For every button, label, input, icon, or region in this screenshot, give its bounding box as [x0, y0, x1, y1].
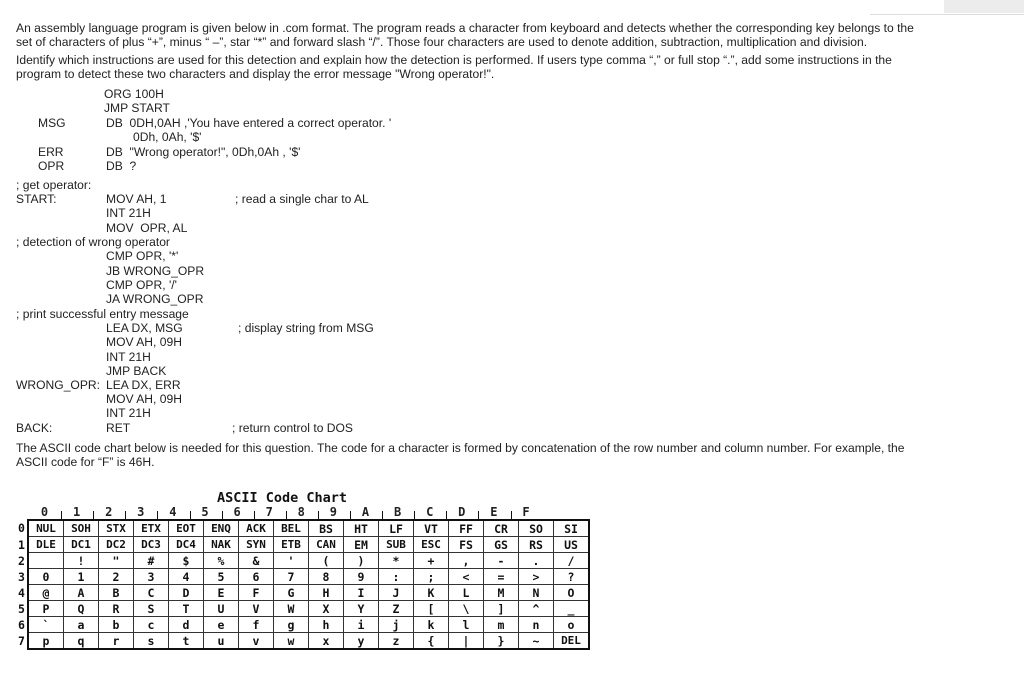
ascii-cell: I: [344, 585, 379, 601]
ascii-cell: &: [239, 553, 274, 569]
ascii-row: [18, 520, 589, 537]
code-line: MOV OPR, AL: [106, 221, 188, 235]
ascii-cell: m: [484, 617, 519, 633]
ascii-cell: CR: [484, 520, 519, 537]
ascii-cell: |: [449, 633, 484, 650]
ascii-cell: z: [379, 633, 414, 650]
code-line: JMP BACK: [106, 364, 167, 378]
ascii-column-tick: [318, 511, 319, 519]
code-line: DB ?: [106, 159, 137, 173]
code-label: WRONG_OPR:: [16, 378, 100, 392]
ascii-cell: r: [99, 633, 134, 650]
ascii-cell: DC1: [64, 537, 99, 553]
ascii-cell: !: [64, 553, 99, 569]
code-comment: ; detection of wrong operator: [16, 235, 170, 249]
ascii-cell: 0: [28, 569, 64, 585]
ascii-cell: =: [484, 569, 519, 585]
code-line: INT 21H: [106, 406, 151, 420]
intro-line: set of characters of plus “+”, minus “ –”, star “*” and forward slash “/”. Those four characters are used to denote addition, subtraction, multiplication and division.: [16, 35, 868, 49]
ascii-cell: y: [344, 633, 379, 650]
code-label: MSG: [38, 116, 66, 130]
ascii-cell: .: [519, 553, 554, 569]
ascii-cell: H: [309, 585, 344, 601]
ascii-column-label: E: [490, 505, 498, 519]
code-comment: ; print successful entry message: [16, 307, 189, 321]
ascii-column-label: A: [361, 505, 370, 519]
top-tab-segment[interactable]: [944, 0, 1024, 13]
ascii-cell: _: [554, 601, 590, 617]
ascii-cell: ACK: [239, 520, 274, 537]
ascii-cell: ": [99, 553, 134, 569]
ascii-cell: LF: [379, 520, 414, 537]
code-line: INT 21H: [106, 350, 151, 364]
ascii-column-tick: [190, 511, 191, 519]
ascii-row-label: 6: [18, 617, 28, 633]
ascii-cell: j: [379, 617, 414, 633]
ascii-row: [18, 569, 589, 585]
code-line: JB WRONG_OPR: [106, 264, 205, 278]
ascii-cell: L: [449, 585, 484, 601]
ascii-cell: ]: [484, 601, 519, 617]
ascii-column-label: 8: [297, 505, 305, 519]
ascii-cell: M: [484, 585, 519, 601]
ascii-cell: DC4: [169, 537, 204, 553]
ascii-chart: [18, 505, 590, 650]
ascii-cell: ,: [449, 553, 484, 569]
ascii-cell: ?: [554, 569, 590, 585]
ascii-cell: SYN: [239, 537, 274, 553]
ascii-cell: W: [274, 601, 309, 617]
ascii-column-tick: [61, 511, 62, 519]
ascii-cell: ': [274, 553, 309, 569]
ascii-cell: :: [379, 569, 414, 585]
ascii-column-tick: [93, 511, 94, 519]
code-label: ERR: [38, 145, 64, 159]
ascii-cell: p: [28, 633, 64, 650]
code-line: MOV AH, 1: [106, 192, 167, 206]
ascii-column-label: 7: [265, 505, 273, 519]
ascii-cell: BEL: [274, 520, 309, 537]
ascii-cell: t: [169, 633, 204, 650]
ascii-column-tick: [286, 511, 287, 519]
ascii-column-label: 1: [72, 505, 81, 519]
ascii-cell: RS: [519, 537, 554, 553]
code-line: DB 0DH,0AH ,'You have entered a correct operator. ': [106, 116, 392, 130]
ascii-row: [18, 585, 589, 601]
code-line: DB "Wrong operator!", 0Dh,0Ah , '$': [106, 145, 301, 159]
code-line: LEA DX, ERR: [106, 378, 181, 392]
ascii-cell: {: [414, 633, 449, 650]
intro-line: An assembly language program is given below in .com format. The program reads a character from keyboard and detects whether the corresponding key belongs to the: [16, 21, 914, 35]
ascii-cell: l: [449, 617, 484, 633]
ascii-cell: VT: [414, 520, 449, 537]
ascii-row: [18, 553, 589, 569]
ascii-cell: w: [274, 633, 309, 650]
ascii-cell: u: [204, 633, 239, 650]
ascii-cell: G: [274, 585, 309, 601]
ascii-row: [18, 617, 589, 633]
ascii-cell: 9: [344, 569, 379, 585]
ascii-cell: %: [204, 553, 239, 569]
ascii-column-tick: [511, 511, 512, 519]
ascii-cell: -: [484, 553, 519, 569]
ascii-cell: (: [309, 553, 344, 569]
code-line: CMP OPR, '/': [106, 278, 177, 292]
ascii-row-label: 0: [18, 520, 28, 537]
code-label: START:: [16, 192, 57, 206]
ascii-cell: ETB: [274, 537, 309, 553]
ascii-cell: i: [344, 617, 379, 633]
ascii-cell: c: [134, 617, 169, 633]
ascii-row-label: 4: [18, 585, 28, 601]
ascii-cell: DC2: [99, 537, 134, 553]
ascii-cell: STX: [99, 520, 134, 537]
ascii-cell: EOT: [169, 520, 204, 537]
ascii-cell: f: [239, 617, 274, 633]
ascii-column-label: C: [426, 505, 434, 519]
ascii-cell: K: [414, 585, 449, 601]
top-tab-strip: [870, 0, 1024, 15]
ascii-cell: E: [204, 585, 239, 601]
ascii-column-label: 5: [201, 505, 209, 519]
ascii-column-label: 6: [233, 505, 241, 519]
code-comment: ; get operator:: [16, 178, 92, 192]
ascii-column-tick: [382, 511, 383, 519]
ascii-cell: SO: [519, 520, 554, 537]
ascii-row-label: 2: [18, 553, 28, 569]
ascii-column-label: D: [458, 505, 466, 519]
ascii-cell: GS: [484, 537, 519, 553]
note-line: The ASCII code chart below is needed for this question. The code for a character is formed by concatenation of the row number and column number. For example, the: [16, 441, 905, 455]
ascii-cell: S: [134, 601, 169, 617]
ascii-row-label: 5: [18, 601, 28, 617]
ascii-cell: x: [309, 633, 344, 650]
code-label: BACK:: [16, 421, 53, 435]
ascii-column-label: F: [522, 505, 530, 519]
ascii-cell: $: [169, 553, 204, 569]
code-line: MOV AH, 09H: [106, 392, 182, 406]
ascii-column-label: 0: [40, 505, 49, 519]
ascii-row-label: 1: [18, 537, 28, 553]
ascii-cell: n: [519, 617, 554, 633]
ascii-cell: }: [484, 633, 519, 650]
ascii-cell: DLE: [28, 537, 64, 553]
code-line: LEA DX, MSG: [106, 321, 183, 335]
ascii-cell: P: [28, 601, 64, 617]
ascii-cell: DC3: [134, 537, 169, 553]
ascii-cell: `: [28, 617, 64, 633]
ascii-cell: 8: [309, 569, 344, 585]
code-comment: ; return control to DOS: [232, 421, 353, 435]
ascii-cell: BS: [309, 520, 344, 537]
ascii-cell: R: [99, 601, 134, 617]
ascii-cell: o: [554, 617, 590, 633]
ascii-column-tick: [222, 511, 223, 519]
ascii-cell: ~: [519, 633, 554, 650]
ascii-cell: >: [519, 569, 554, 585]
ascii-cell: U: [204, 601, 239, 617]
ascii-row-label: 3: [18, 569, 28, 585]
ascii-cell: SOH: [64, 520, 99, 537]
ascii-cell: CAN: [309, 537, 344, 553]
ascii-column-tick: [414, 511, 415, 519]
ascii-cell: v: [239, 633, 274, 650]
ascii-cell: ETX: [134, 520, 169, 537]
code-line: 0Dh, 0Ah, '$': [133, 130, 202, 144]
ascii-cell: ESC: [414, 537, 449, 553]
ascii-cell: 5: [204, 569, 239, 585]
code-line: RET: [106, 421, 131, 435]
code-line: JA WRONG_OPR: [106, 292, 204, 306]
code-label: OPR: [38, 159, 65, 173]
ascii-cell: SI: [554, 520, 590, 537]
code-comment: ; display string from MSG: [238, 321, 374, 335]
ascii-cell: 1: [64, 569, 99, 585]
ascii-cell: EM: [344, 537, 379, 553]
ascii-cell: d: [169, 617, 204, 633]
ascii-cell: 6: [239, 569, 274, 585]
ascii-cell: F: [239, 585, 274, 601]
ascii-row: [18, 633, 589, 650]
ascii-cell: D: [169, 585, 204, 601]
ascii-cell: <: [449, 569, 484, 585]
ascii-cell: ENQ: [204, 520, 239, 537]
ascii-cell: N: [519, 585, 554, 601]
ascii-cell: NUL: [28, 520, 64, 537]
ascii-cell: #: [134, 553, 169, 569]
code-line: MOV AH, 09H: [106, 335, 182, 349]
ascii-cell: 7: [274, 569, 309, 585]
ascii-cell: DEL: [554, 633, 590, 650]
ascii-cell: ): [344, 553, 379, 569]
ascii-cell: ^: [519, 601, 554, 617]
ascii-cell: a: [64, 617, 99, 633]
ascii-column-tick: [350, 511, 351, 519]
intro-line: program to detect these two characters and display the error message "Wrong operator!".: [16, 67, 495, 81]
ascii-row: [18, 601, 589, 617]
ascii-column-tick: [446, 511, 447, 519]
ascii-cell: 4: [169, 569, 204, 585]
ascii-cell: X: [309, 601, 344, 617]
ascii-cell: @: [28, 585, 64, 601]
code-comment: ; read a single char to AL: [235, 192, 369, 206]
ascii-row: [18, 537, 589, 553]
note-line: ASCII code for “F” is 46H.: [16, 455, 155, 469]
ascii-cell: ;: [414, 569, 449, 585]
ascii-column-label: 2: [105, 505, 113, 519]
ascii-cell: q: [64, 633, 99, 650]
ascii-cell: e: [204, 617, 239, 633]
ascii-cell: b: [99, 617, 134, 633]
ascii-cell: HT: [344, 520, 379, 537]
ascii-cell: T: [169, 601, 204, 617]
ascii-cell: US: [554, 537, 590, 553]
ascii-cell: C: [134, 585, 169, 601]
code-line: JMP START: [104, 101, 170, 115]
ascii-table: [18, 519, 590, 650]
ascii-cell: Y: [344, 601, 379, 617]
ascii-column-tick: [125, 511, 126, 519]
ascii-chart-title: ASCII Code Chart: [217, 490, 348, 506]
ascii-cell: NAK: [204, 537, 239, 553]
ascii-column-tick: [157, 511, 158, 519]
ascii-column-header: [18, 505, 551, 519]
ascii-cell: *: [379, 553, 414, 569]
intro-line: Identify which instructions are used for this detection and explain how the detection is performed. If users type comma “,” or full stop “.”, add some instructions in the: [16, 53, 892, 67]
ascii-column-label: 3: [137, 505, 145, 519]
code-line: CMP OPR, '*': [106, 249, 179, 263]
ascii-column-label: 9: [329, 505, 337, 519]
ascii-cell: [28, 553, 64, 569]
ascii-cell: Z: [379, 601, 414, 617]
ascii-column-label: B: [393, 505, 402, 519]
ascii-column-tick: [254, 511, 255, 519]
ascii-cell: 3: [134, 569, 169, 585]
ascii-cell: +: [414, 553, 449, 569]
ascii-cell: k: [414, 617, 449, 633]
ascii-cell: FF: [449, 520, 484, 537]
code-line: ORG 100H: [104, 87, 164, 101]
ascii-cell: V: [239, 601, 274, 617]
ascii-cell: \: [449, 601, 484, 617]
ascii-cell: /: [554, 553, 590, 569]
ascii-column-label: 4: [169, 505, 177, 519]
ascii-cell: 2: [99, 569, 134, 585]
ascii-row-label: 7: [18, 633, 28, 650]
ascii-cell: B: [99, 585, 134, 601]
ascii-cell: O: [554, 585, 590, 601]
ascii-cell: Q: [64, 601, 99, 617]
ascii-cell: h: [309, 617, 344, 633]
ascii-cell: [: [414, 601, 449, 617]
ascii-column-tick: [478, 511, 479, 519]
ascii-cell: SUB: [379, 537, 414, 553]
ascii-cell: J: [379, 585, 414, 601]
ascii-cell: g: [274, 617, 309, 633]
ascii-cell: FS: [449, 537, 484, 553]
code-line: INT 21H: [106, 206, 151, 220]
ascii-cell: A: [64, 585, 99, 601]
ascii-cell: s: [134, 633, 169, 650]
